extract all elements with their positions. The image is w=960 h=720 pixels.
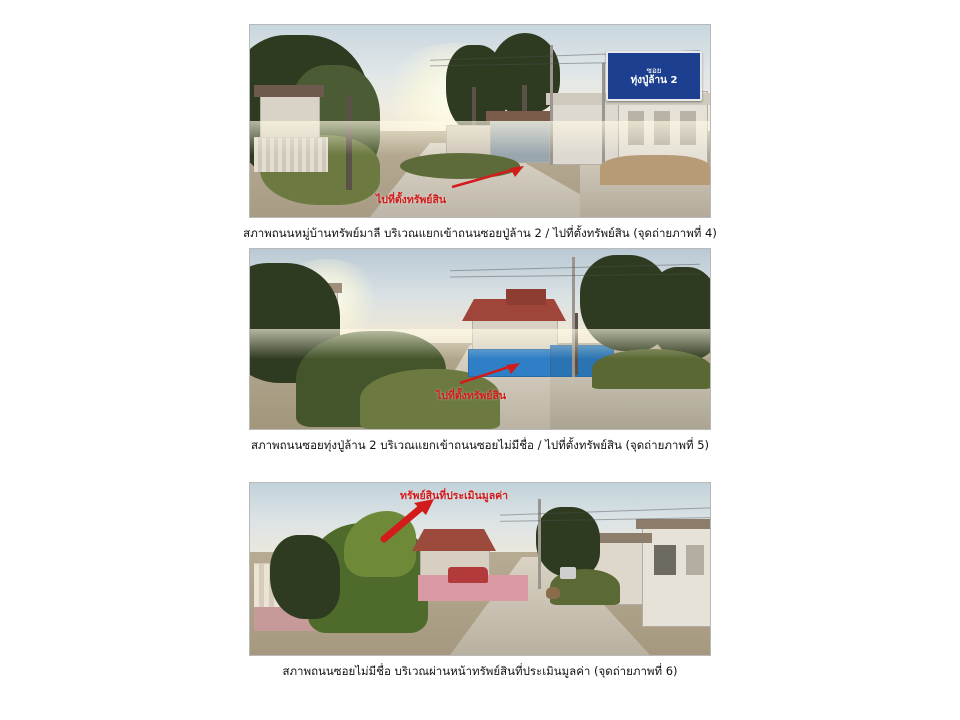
photo-image-2 [249,248,711,430]
photo-block-1 [0,24,960,243]
property-arrow-icon [378,499,438,543]
photo-3-annotation: ทรัพย์สินที่ประเมินมูลค่า [400,490,509,502]
roof-mid [486,111,552,121]
dog [546,587,560,599]
photo-image-3 [249,482,711,656]
window-right [654,545,676,575]
parked-car [448,567,488,583]
photo-2-caption: สภาพถนนซอยทุ่งปู่ล้าน 2 บริเวณแยกเข้าถนนซอยไม่มีชื่อ / ไปที่ตั้งทรัพย์สิน (จุดถ่ายภาพที่ 5) [250,438,709,452]
roof-right-2 [636,519,711,529]
photo-3-caption: สภาพถนนซอยไม่มีชื่อ บริเวณผ่านหน้าทรัพย์สินที่ประเมินมูลค่า (จุดถ่ายภาพที่ 6) [282,664,678,678]
building-right-2 [642,527,711,627]
sun-haze [250,121,710,155]
street-sign [606,51,702,101]
street-sign-line1: ซอย [646,65,662,75]
street-sign-line2: ทุ่งปู่ล้าน 2 [630,74,678,86]
soil-pile [600,155,710,185]
photo-2-annotation: ไปที่ตั้งทรัพย์สิน [436,390,507,402]
direction-arrow-icon [450,165,530,191]
distant-vehicle [560,567,576,579]
direction-arrow-icon [458,361,524,387]
house-roof-peak [506,289,546,305]
photo-1-annotation: ไปที่ตั้งทรัพย์สิน [376,194,447,206]
photo-image-1 [249,24,711,218]
vegetation-left [270,535,340,619]
photo-1-caption: สภาพถนนหมู่บ้านทรัพย์มาลี บริเวณแยกเข้าถนนซอยปู่ล้าน 2 / ไปที่ตั้งทรัพย์สิน (จุดถ่ายภาพที่ 4) [243,226,717,240]
roof-left [254,85,324,97]
photo-block-2 [0,248,960,455]
photo-block-3 [0,482,960,681]
window-right-2 [686,545,704,575]
sun-haze [250,329,710,359]
